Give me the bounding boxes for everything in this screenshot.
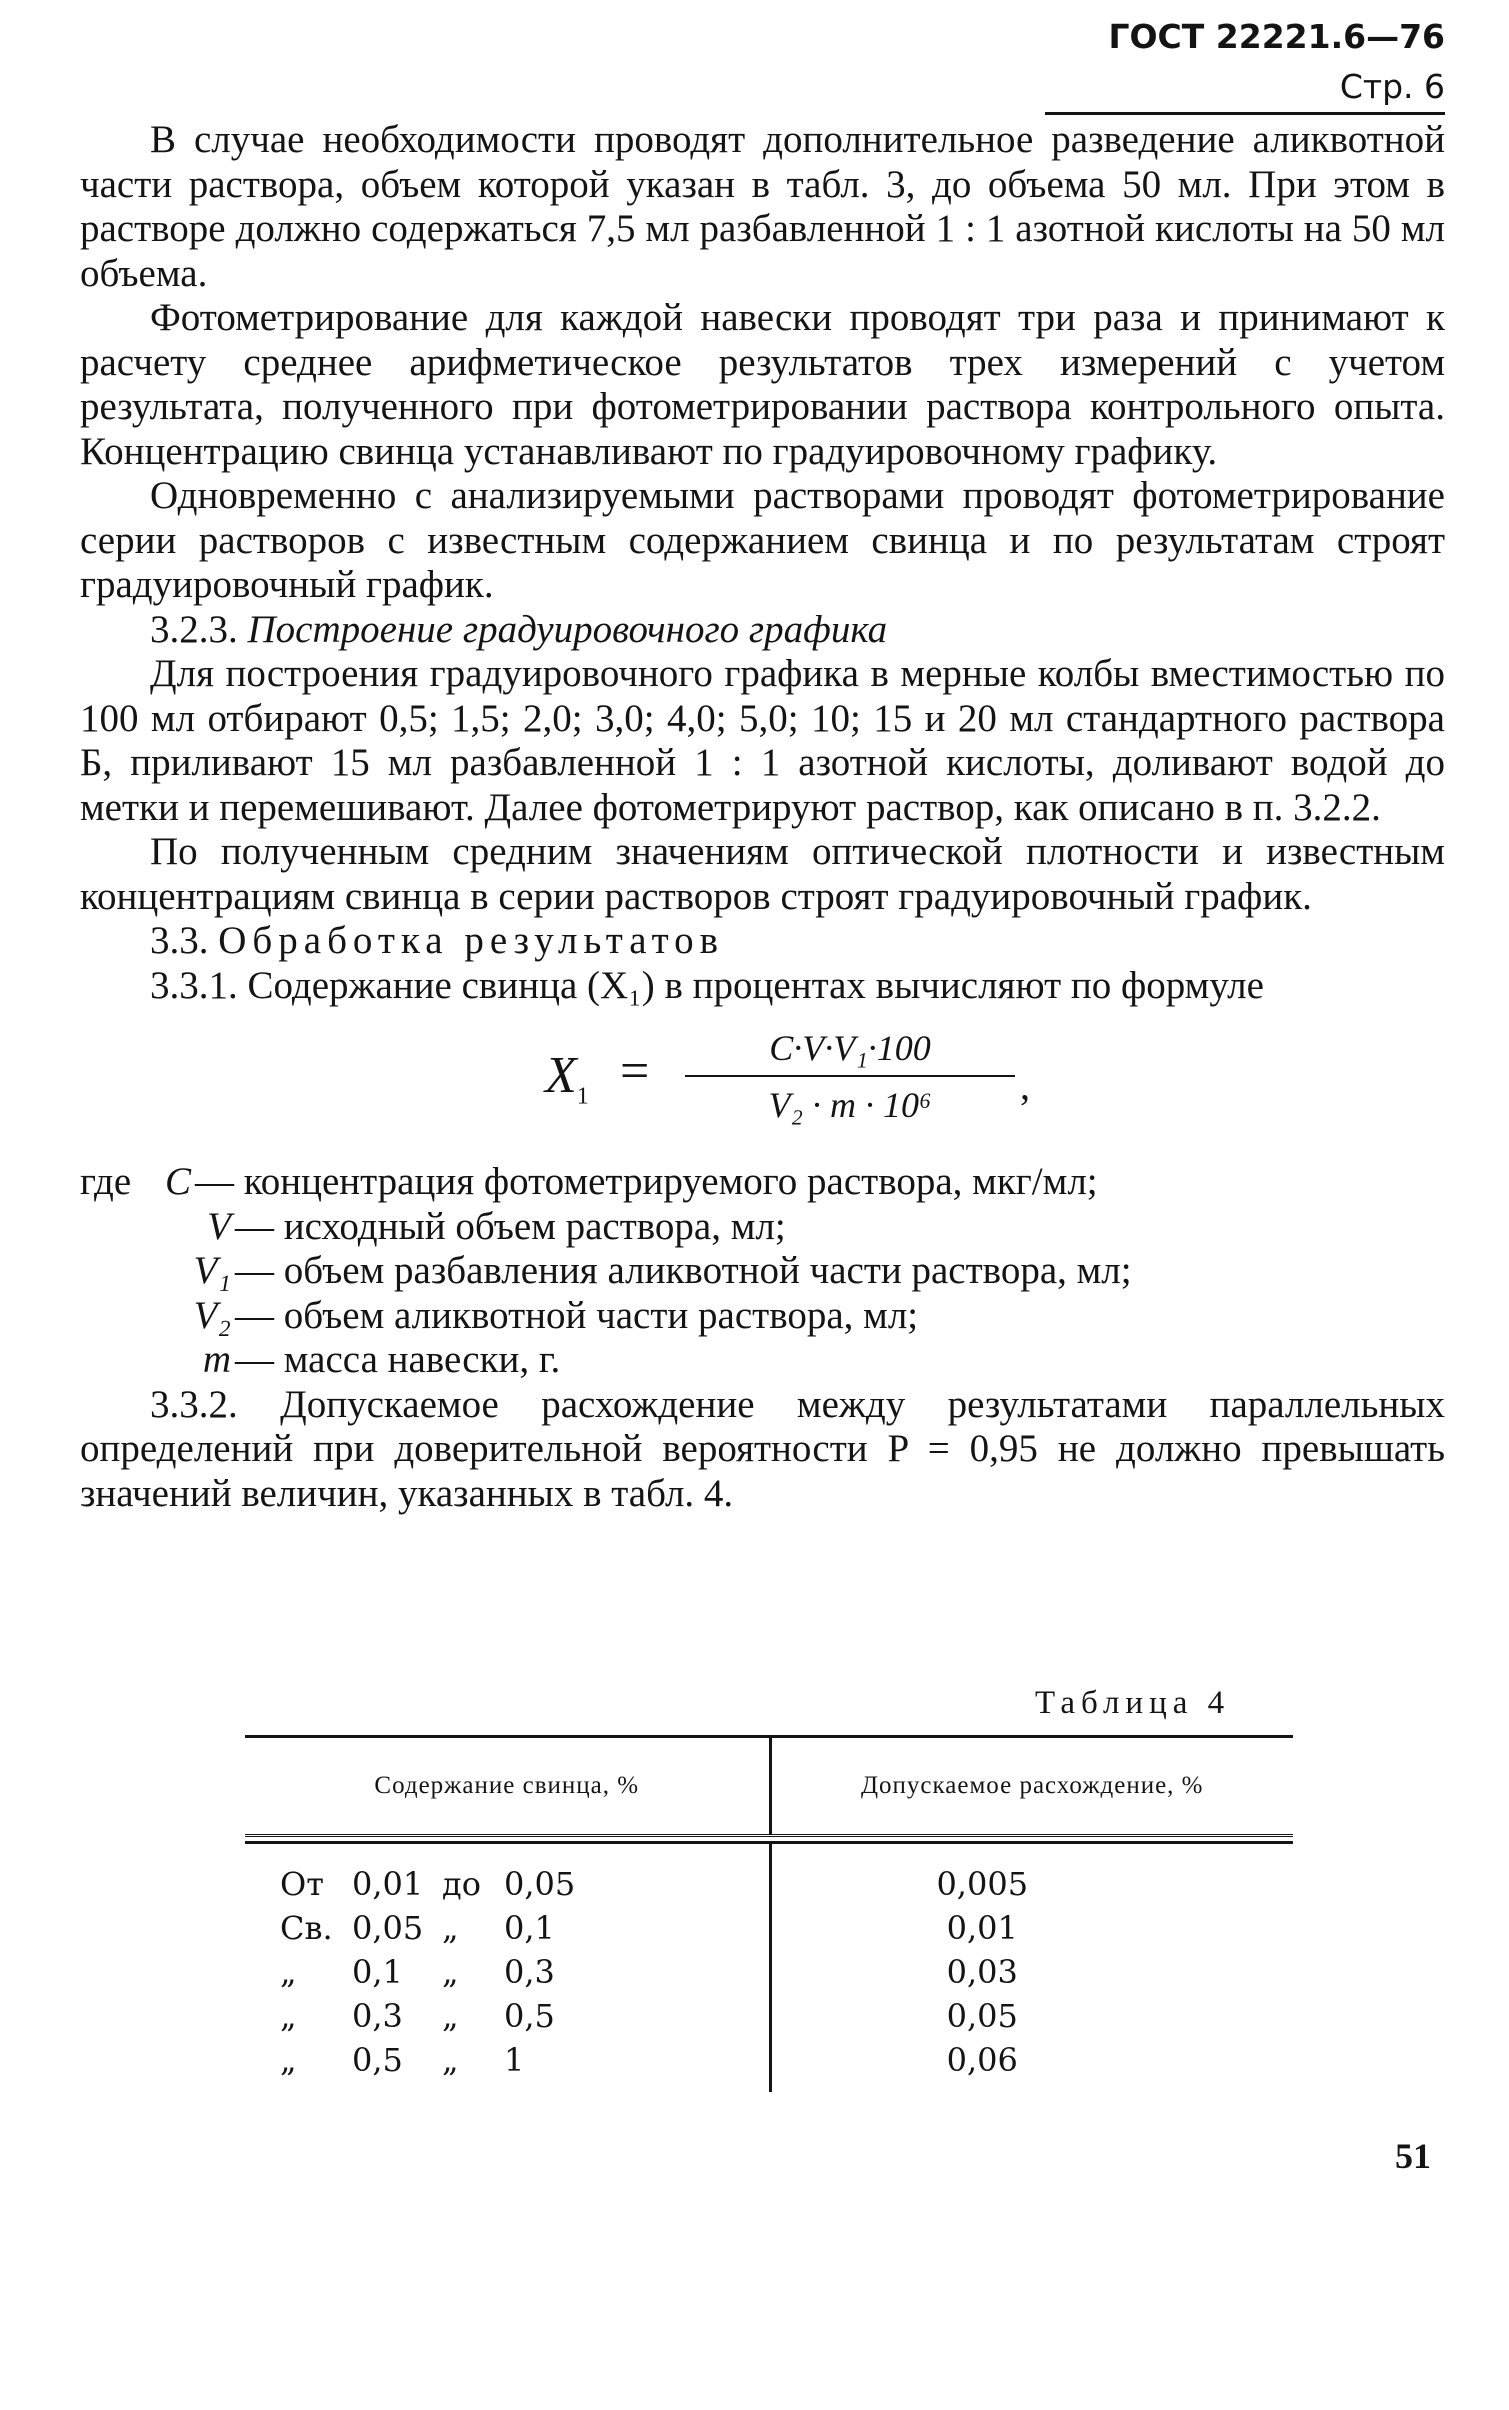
- definition-row: [80, 1294, 1445, 1339]
- paragraph-calibration: Для построения градуировочного графика в мерные колбы вместимостью по 100 мл отбирают 0,5; 1,5; 2,0; 3,0; 4,0; 5,0; 10; 15 и 20 мл стандартного раствора Б, приливают 15 мл разбавленной 1 : 1 азотной кислоты, доливают водой до метки и перемешивают. Далее фотометрируют раствор, как описано в п. 3.2.2.: [80, 652, 1445, 829]
- section-number: 3.3.: [150, 919, 209, 962]
- section-title: Обработка результатов: [218, 919, 725, 962]
- paragraph-calibration-graph: По полученным средним значениям оптической плотности и известным концентрациям свинца в серии растворов строят градуировочный график.: [80, 830, 1445, 918]
- table-cell-value: 0,05: [946, 1997, 1018, 2035]
- paragraph-formula-intro: 3.3.1. Содержание свинца (X₁) в процентах вычисляют по формуле: [150, 963, 1264, 1007]
- paragraph-dilution: В случае необходимости проводят дополнительное разведение аликвотной части раствора, объем которой указан в табл. 3, до объема 50 мл. При этом в растворе должно содержаться 7,5 мл разбавленной 1 : 1 азотной кислоты на 50 мл объема.: [80, 118, 1445, 295]
- running-header: [1045, 12, 1445, 115]
- variable-description: — исходный объем раствора, мл;: [235, 1204, 786, 1248]
- paragraph-tolerance: 3.3.2. Допускаемое расхождение между результатами параллельных определений при доверительной вероятности P = 0,95 не должно превышать значений величин, указанных в табл. 4.: [80, 1382, 1445, 1515]
- standard-code: ГОСТ 22221.6—76: [1108, 17, 1445, 56]
- variable-description: — объем разбавления аликвотной части раствора, мл;: [235, 1249, 1132, 1292]
- page-number: 51: [1395, 2136, 1431, 2176]
- variable-symbol: V: [207, 1204, 231, 1248]
- section-heading-3-2-3: [80, 608, 1445, 653]
- table-row: „ 0,1 „ 0,3: [280, 1953, 555, 1991]
- definition-row: где C — концентрация фотометрируемого раствора, мкг/мл;: [80, 1160, 1098, 1203]
- page-label: Стр. 6: [1339, 67, 1445, 106]
- variable-symbol: V₁: [193, 1249, 231, 1292]
- table-cell-value: 0,01: [946, 1909, 1018, 1947]
- table-cell-value: 0,03: [946, 1953, 1018, 1991]
- column-header-tolerance: Допускаемое расхождение, %: [769, 1738, 1294, 1834]
- variable-symbol: V₂: [193, 1293, 231, 1337]
- formula-numerator: C·V·V₁·100: [685, 1026, 1015, 1077]
- tolerance-column: [769, 1844, 1294, 2092]
- formula-equals: =: [620, 1043, 650, 1100]
- variable-symbol: m: [202, 1338, 231, 1381]
- tolerance-table: [245, 1735, 1293, 2092]
- formula-comma: ,: [1020, 1063, 1030, 1108]
- variable-symbol: C: [164, 1160, 191, 1203]
- table-caption: Таблица 4: [1035, 1685, 1231, 1721]
- definition-row: [80, 1338, 1445, 1383]
- formula-lhs: $X_1$: [545, 1047, 589, 1110]
- table-row: Св. 0,05 „ 0,1: [280, 1909, 555, 1947]
- table-body: [245, 1844, 1293, 2092]
- formula-fraction: [685, 1026, 1015, 1127]
- definition-row: [80, 1205, 1445, 1250]
- paragraph-photometry: Фотометрирование для каждой навески проводят три раза и принимают к расчету среднее арифметическое результатов трех измерений с учетом результата, полученного при фотометрировании раствора контрольного опыта. Концентрацию свинца устанавливают по градуировочному графику.: [80, 296, 1445, 473]
- table-cell-value: 0,06: [946, 2041, 1018, 2079]
- section-heading-3-3: [80, 919, 1445, 964]
- section-title: Построение градуировочного графика: [247, 607, 888, 651]
- variable-description: — масса навески, г.: [235, 1338, 561, 1381]
- column-header-content: Содержание свинца, %: [374, 1772, 640, 1799]
- formula-denominator: V₂ · m · 10⁶: [768, 1084, 932, 1125]
- table-header-rule: [245, 1834, 1293, 1844]
- variable-definitions: [80, 1160, 1445, 1383]
- paragraph-series: Одновременно с анализируемыми растворами проводят фотометрирование серии растворов с известным содержанием свинца и по результатам строят градуировочный график.: [80, 474, 1445, 606]
- definition-row: [80, 1249, 1445, 1294]
- table-row: „ 0,5 „ 1: [280, 2041, 525, 2079]
- variable-description: — объем аликвотной части раствора, мл;: [235, 1293, 919, 1337]
- table-header: [245, 1738, 1293, 1834]
- table-cell-value: 0,005: [936, 1865, 1029, 1903]
- table-row: От 0,01 до 0,05: [280, 1865, 576, 1903]
- content-column: [245, 1844, 769, 2092]
- table-row: „ 0,3 „ 0,5: [280, 1997, 555, 2035]
- main-text: [80, 118, 1445, 1516]
- formula: [80, 1014, 1445, 1154]
- section-number: 3.2.3.: [150, 607, 238, 651]
- variable-description: — концентрация фотометрируемого раствора, мкг/мл;: [195, 1160, 1098, 1203]
